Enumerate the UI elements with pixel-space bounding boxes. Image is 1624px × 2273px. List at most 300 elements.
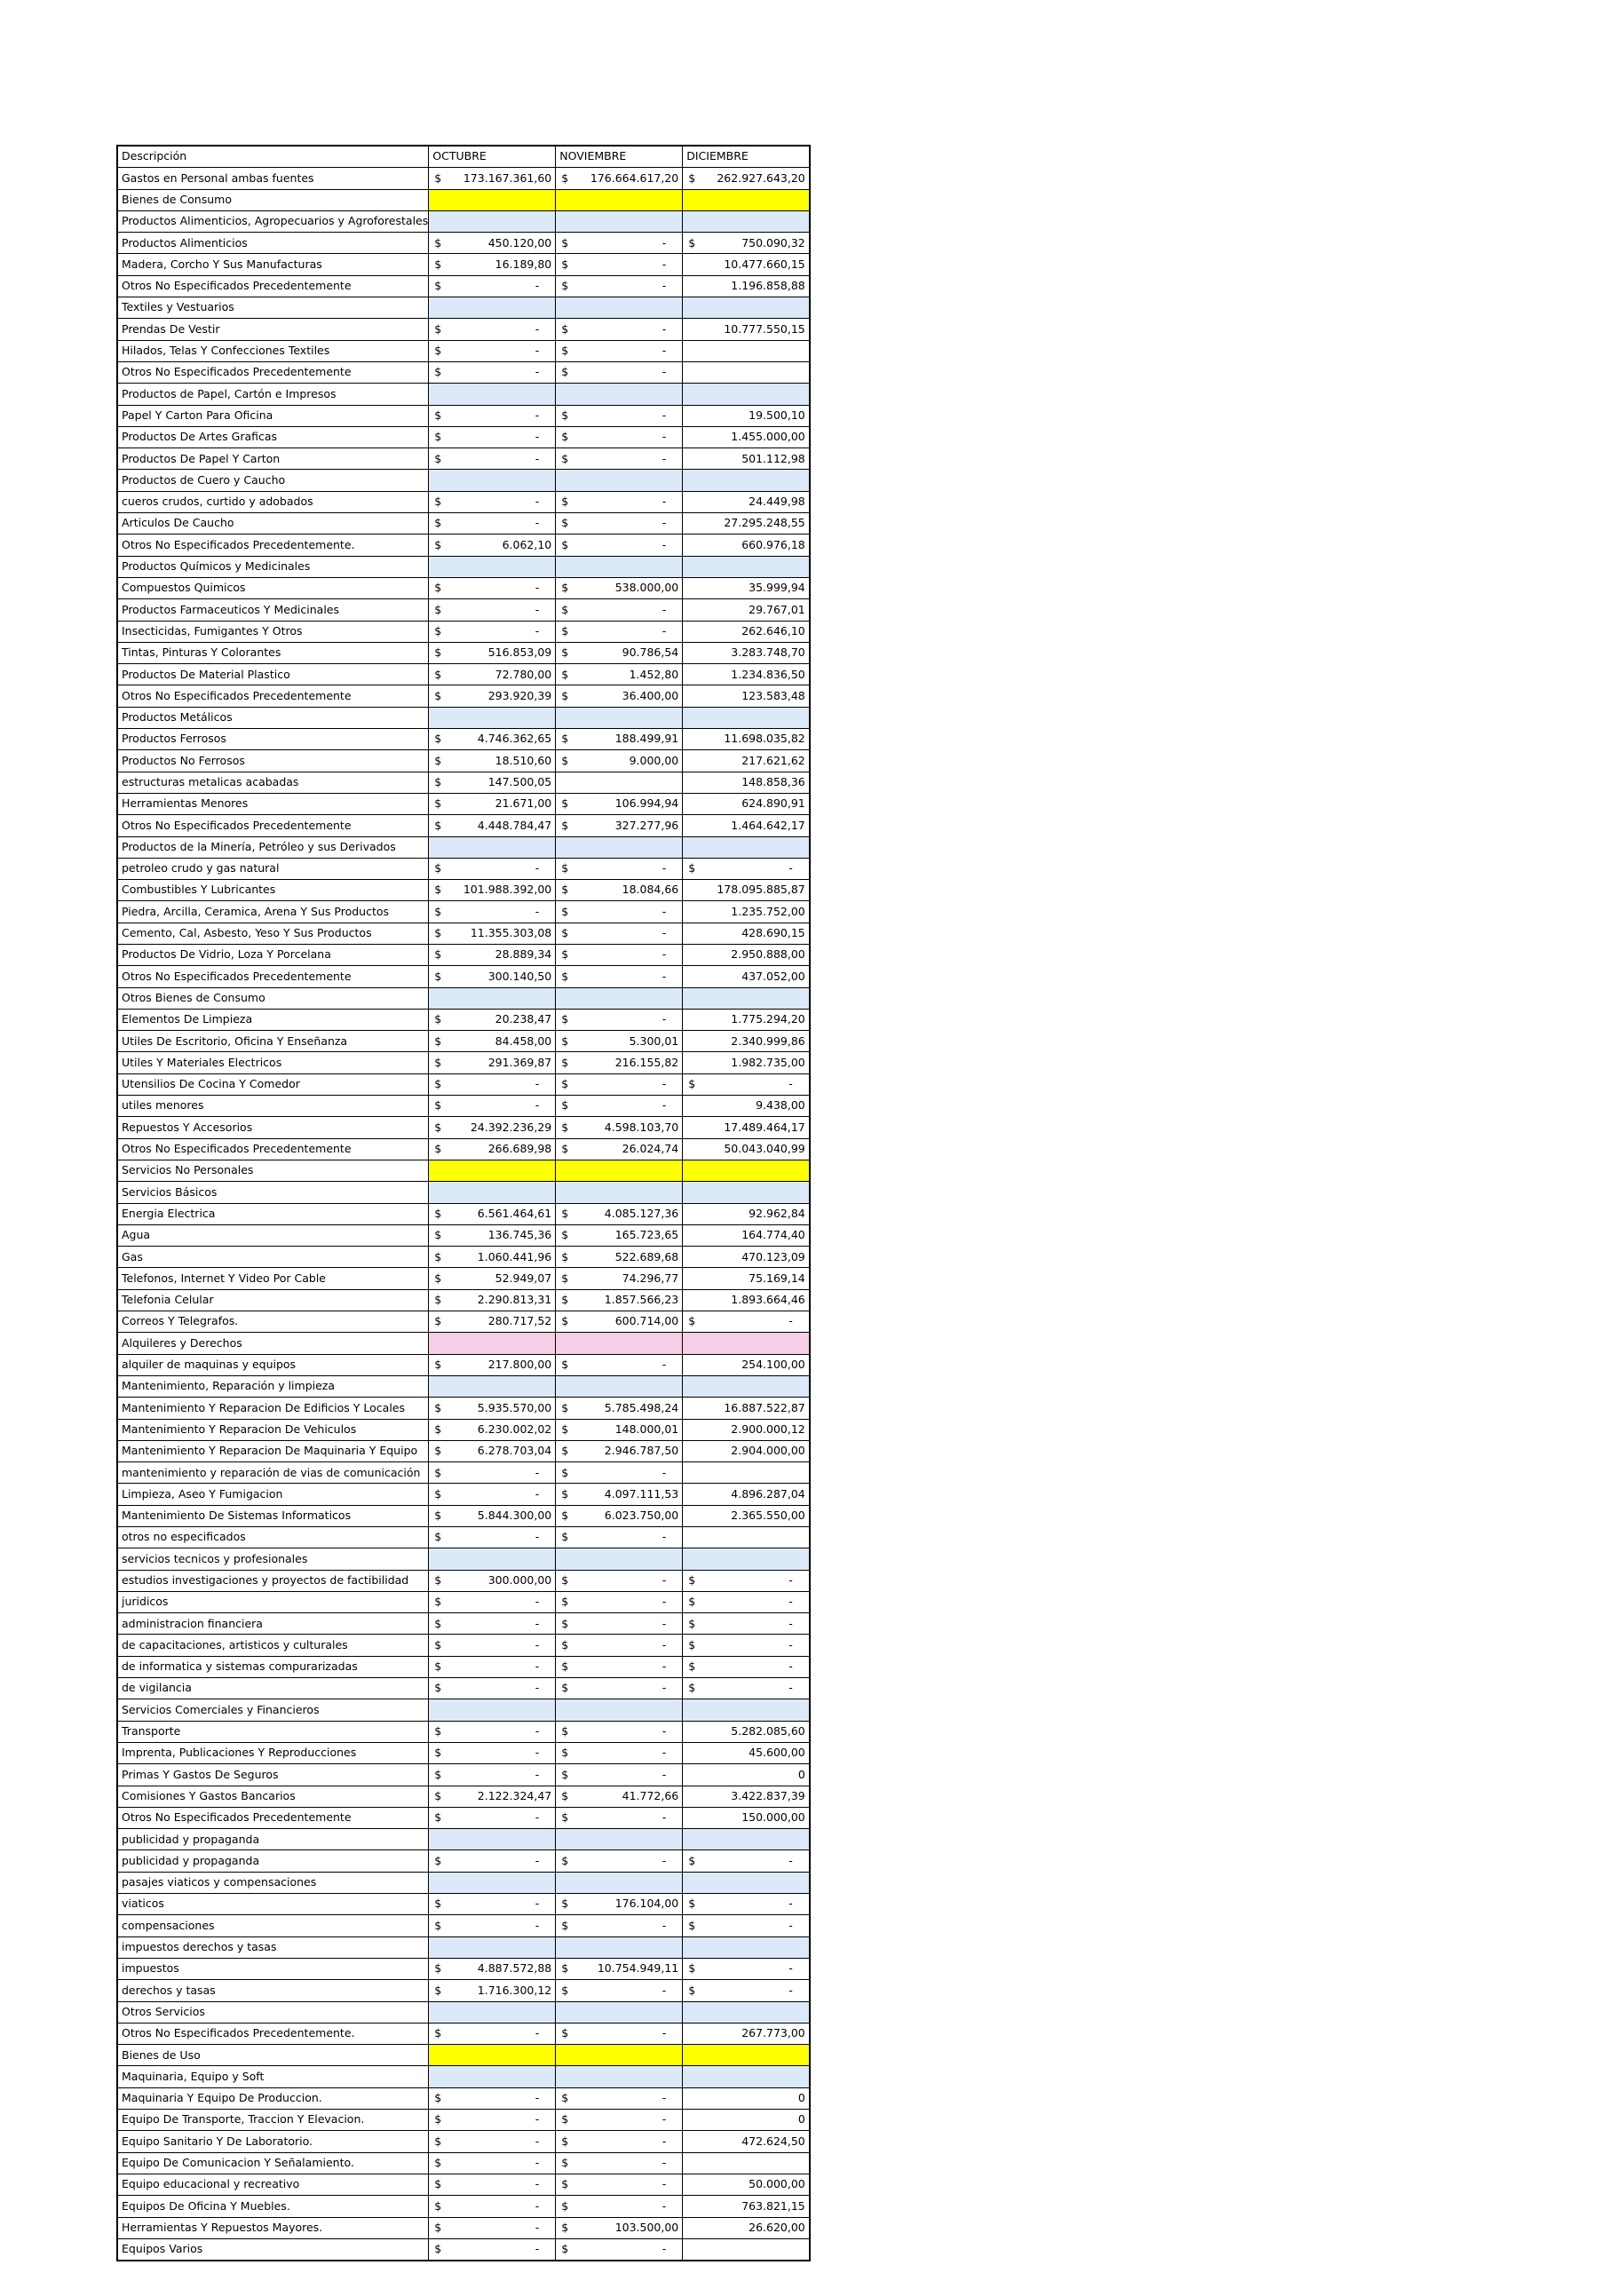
cell-october [429, 2174, 556, 2195]
cell-december [683, 599, 810, 621]
cell-october [429, 1980, 556, 2001]
table-body [117, 146, 810, 2261]
cell-december [683, 1591, 810, 1612]
cell-october [429, 1570, 556, 1591]
amount-value: - [661, 408, 667, 422]
amount-value: - [661, 1681, 667, 1695]
cell-october [429, 1764, 556, 1786]
amount-value: 4.896.287,04 [731, 1486, 805, 1501]
amount-value: 0 [797, 2112, 805, 2126]
cell-december [683, 361, 810, 383]
cell-november [556, 815, 683, 836]
currency-symbol: $ [561, 1897, 569, 1911]
amount-value: - [535, 408, 540, 422]
amount-value: 428.690,15 [741, 926, 805, 940]
cell-october [429, 1484, 556, 1505]
table-row [117, 1786, 810, 1807]
amount-value: 176.104,00 [614, 1897, 679, 1911]
cell-october [429, 1505, 556, 1526]
currency-symbol: $ [561, 861, 569, 875]
cell-october [429, 448, 556, 470]
section-label: Servicios Comerciales y Financieros [117, 1699, 429, 1721]
cell-october [429, 1440, 556, 1461]
currency-symbol: $ [561, 495, 569, 509]
cell-november [556, 880, 683, 901]
row-description: Otros No Especificados Precedentemente [117, 361, 429, 383]
currency-symbol: $ [434, 775, 442, 788]
currency-symbol: $ [561, 883, 569, 897]
cell-november [556, 210, 683, 232]
currency-symbol: $ [561, 537, 569, 551]
cell-december [683, 707, 810, 728]
table-row [117, 1721, 810, 1742]
cell-november [556, 1829, 683, 1850]
table-row [117, 275, 810, 297]
currency-symbol: $ [561, 2177, 569, 2191]
cell-october [429, 1268, 556, 1289]
amount-value: - [535, 1724, 540, 1738]
row-description: Productos Farmaceuticos Y Medicinales [117, 599, 429, 621]
header-description: Descripción [117, 146, 429, 168]
section-row [117, 1829, 810, 1850]
amount-value: - [535, 1637, 540, 1651]
row-description: Utensilios De Cocina Y Comedor [117, 1073, 429, 1095]
cell-november [556, 1096, 683, 1117]
cell-november [556, 2196, 683, 2217]
amount-value: 1.452,80 [629, 667, 679, 681]
table-row [117, 1073, 810, 1095]
row-description: Otros No Especificados Precedentemente [117, 1807, 429, 1828]
cell-december [683, 1635, 810, 1656]
row-description: Comisiones Y Gastos Bancarios [117, 1786, 429, 1807]
cell-october [429, 491, 556, 512]
cell-december [683, 168, 810, 189]
row-description: Herramientas Menores [117, 793, 429, 814]
amount-value: 6.023.750,00 [604, 1509, 679, 1523]
currency-symbol: $ [561, 969, 569, 983]
amount-value: - [788, 1983, 793, 1997]
cell-november [556, 1527, 683, 1548]
row-description: Mantenimiento De Sistemas Informaticos [117, 1505, 429, 1526]
currency-symbol: $ [561, 1034, 569, 1048]
cell-december [683, 1182, 810, 1203]
amount-value: - [661, 1767, 667, 1781]
section-label: Productos de Cuero y Caucho [117, 470, 429, 491]
row-description: Repuestos Y Accesorios [117, 1117, 429, 1138]
section-label: Alquileres y Derechos [117, 1333, 429, 1354]
cell-october [429, 319, 556, 340]
section-row [117, 556, 810, 577]
currency-symbol: $ [561, 170, 569, 185]
amount-value: 262.927.643,20 [717, 170, 805, 185]
amount-value: 50.000,00 [749, 2177, 805, 2191]
currency-symbol: $ [688, 1314, 696, 1328]
currency-symbol: $ [561, 1228, 569, 1242]
amount-value: 4.448.784,47 [477, 818, 552, 832]
cell-october [429, 1548, 556, 1570]
table-row [117, 772, 810, 793]
section-row [117, 210, 810, 232]
section-row [117, 836, 810, 858]
cell-december [683, 1289, 810, 1311]
cell-october [429, 2087, 556, 2109]
cell-october [429, 1138, 556, 1160]
cell-november [556, 491, 683, 512]
cell-october [429, 1462, 556, 1484]
amount-value: - [535, 2242, 540, 2256]
cell-november [556, 750, 683, 772]
currency-symbol: $ [434, 969, 442, 983]
amount-value: - [661, 2134, 667, 2148]
header-row [117, 146, 810, 168]
amount-value: 300.000,00 [487, 1572, 552, 1587]
amount-value: - [661, 969, 667, 983]
table-row [117, 340, 810, 361]
currency-symbol: $ [561, 2156, 569, 2169]
amount-value: - [535, 1897, 540, 1911]
amount-value: - [661, 1724, 667, 1738]
section-label: Otros Bienes de Consumo [117, 987, 429, 1009]
row-description: Telefonia Celular [117, 1289, 429, 1311]
section-row [117, 297, 810, 319]
currency-symbol: $ [434, 279, 442, 293]
currency-symbol: $ [434, 2112, 442, 2126]
amount-value: 1.893.664,46 [731, 1293, 805, 1307]
cell-october [429, 1224, 556, 1246]
amount-value: 148.000,01 [614, 1422, 679, 1436]
currency-symbol: $ [561, 1293, 569, 1307]
cell-december [683, 815, 810, 836]
cell-december [683, 513, 810, 535]
currency-symbol: $ [561, 2198, 569, 2213]
row-description: derechos y tasas [117, 1980, 429, 2001]
cell-november [556, 1484, 683, 1505]
amount-value: 3.422.837,39 [731, 1788, 805, 1802]
table-row [117, 729, 810, 750]
amount-value: - [535, 1853, 540, 1867]
amount-value: 103.500,00 [614, 2220, 679, 2234]
cell-december [683, 1936, 810, 1958]
currency-symbol: $ [434, 1616, 442, 1630]
currency-symbol: $ [688, 1918, 696, 1932]
amount-value: - [535, 1486, 540, 1501]
row-description: Mantenimiento Y Reparacion De Maquinaria Y Equipo [117, 1440, 429, 1461]
table-row [117, 1591, 810, 1612]
currency-symbol: $ [434, 1767, 442, 1781]
row-description: mantenimiento y reparación de vias de comunicación [117, 1462, 429, 1484]
amount-value: 262.646,10 [741, 623, 805, 638]
cell-november [556, 1635, 683, 1656]
section-label: Productos Metálicos [117, 707, 429, 728]
currency-symbol: $ [561, 1659, 569, 1674]
currency-symbol: $ [434, 1228, 442, 1242]
currency-symbol: $ [561, 688, 569, 702]
row-description: Limpieza, Aseo Y Fumigacion [117, 1484, 429, 1505]
table-row [117, 1678, 810, 1699]
row-description: Otros No Especificados Precedentemente [117, 966, 429, 987]
table-row [117, 2152, 810, 2174]
row-description: Equipos Varios [117, 2238, 429, 2261]
cell-november [556, 275, 683, 297]
cell-november [556, 1203, 683, 1224]
cell-october [429, 664, 556, 685]
currency-symbol: $ [561, 344, 569, 358]
cell-december [683, 535, 810, 556]
amount-value: 5.844.300,00 [477, 1509, 552, 1523]
row-description: Equipo Sanitario Y De Laboratorio. [117, 2131, 429, 2152]
amount-value: - [535, 344, 540, 358]
cell-december [683, 2217, 810, 2238]
cell-december [683, 233, 810, 254]
row-description: Equipo De Comunicacion Y Señalamiento. [117, 2152, 429, 2174]
table-row [117, 1505, 810, 1526]
cell-october [429, 2045, 556, 2066]
row-description: Otros No Especificados Precedentemente [117, 275, 429, 297]
cell-october [429, 1915, 556, 1936]
row-description: Telefonos, Internet Y Video Por Cable [117, 1268, 429, 1289]
currency-symbol: $ [561, 1271, 569, 1285]
amount-value: 45.600,00 [749, 1746, 805, 1760]
cell-december [683, 836, 810, 858]
table-row [117, 1807, 810, 1828]
amount-value: - [661, 1746, 667, 1760]
cell-december [683, 1073, 810, 1095]
cell-december [683, 470, 810, 491]
section-row [117, 1548, 810, 1570]
currency-symbol: $ [561, 279, 569, 293]
amount-value: 1.235.752,00 [731, 904, 805, 918]
currency-symbol: $ [561, 408, 569, 422]
cell-october [429, 1591, 556, 1612]
row-description: juridicos [117, 1591, 429, 1612]
section-label: Mantenimiento, Reparación y limpieza [117, 1375, 429, 1397]
cell-december [683, 1872, 810, 1893]
currency-symbol: $ [434, 861, 442, 875]
cell-october [429, 599, 556, 621]
amount-value: - [661, 602, 667, 616]
currency-symbol: $ [561, 1616, 569, 1630]
currency-symbol: $ [434, 1314, 442, 1328]
currency-symbol: $ [434, 796, 442, 811]
amount-value: 2.946.787,50 [604, 1444, 679, 1458]
table-row [117, 513, 810, 535]
currency-symbol: $ [561, 1314, 569, 1328]
cell-december [683, 901, 810, 923]
cell-november [556, 1375, 683, 1397]
cell-october [429, 1936, 556, 1958]
currency-symbol: $ [561, 1983, 569, 1997]
row-description: Insecticidas, Fumigantes Y Otros [117, 621, 429, 642]
amount-value: - [535, 2198, 540, 2213]
amount-value: 2.340.999,86 [731, 1034, 805, 1048]
cell-december [683, 1548, 810, 1570]
amount-value: 52.949,07 [495, 1271, 552, 1285]
currency-symbol: $ [434, 1595, 442, 1609]
cell-october [429, 1052, 556, 1073]
amount-value: 188.499,91 [614, 732, 679, 746]
cell-december [683, 1980, 810, 2001]
currency-symbol: $ [561, 818, 569, 832]
cell-november [556, 2087, 683, 2109]
cell-december [683, 1031, 810, 1052]
amount-value: - [661, 2177, 667, 2191]
table-row [117, 1268, 810, 1289]
section-label: pasajes viaticos y compensaciones [117, 1872, 429, 1893]
amount-value: 18.084,66 [622, 883, 679, 897]
amount-value: 11.698.035,82 [724, 732, 805, 746]
cell-november [556, 1678, 683, 1699]
currency-symbol: $ [434, 581, 442, 595]
cell-november [556, 1894, 683, 1915]
cell-october [429, 642, 556, 663]
section-label: Productos de la Minería, Petróleo y sus Derivados [117, 836, 429, 858]
amount-value: 472.624,50 [741, 2134, 805, 2148]
cell-december [683, 1268, 810, 1289]
currency-symbol: $ [434, 1293, 442, 1307]
amount-value: - [661, 1098, 667, 1113]
amount-value: 6.278.703,04 [477, 1444, 552, 1458]
currency-symbol: $ [434, 1746, 442, 1760]
cell-november [556, 1850, 683, 1872]
row-description: estudios investigaciones y proyectos de factibilidad [117, 1570, 429, 1591]
row-description: Elementos De Limpieza [117, 1009, 429, 1030]
amount-value: - [661, 321, 667, 336]
amount-value: - [535, 2112, 540, 2126]
currency-symbol: $ [688, 1659, 696, 1674]
cell-october [429, 858, 556, 879]
cell-december [683, 210, 810, 232]
cell-october [429, 1398, 556, 1419]
cell-december [683, 1247, 810, 1268]
amount-value: 2.904.000,00 [731, 1444, 805, 1458]
section-label: Textiles y Vestuarios [117, 297, 429, 319]
cell-november [556, 1613, 683, 1635]
cell-november [556, 1160, 683, 1181]
amount-value: - [661, 2112, 667, 2126]
amount-value: 178.095.885,87 [717, 883, 805, 897]
currency-symbol: $ [434, 451, 442, 465]
table-row [117, 2196, 810, 2217]
amount-value: - [788, 1077, 793, 1091]
amount-value: 4.598.103,70 [604, 1120, 679, 1134]
amount-value: 2.900.000,12 [731, 1422, 805, 1436]
amount-value: - [661, 2198, 667, 2213]
amount-value: 147.500,05 [487, 775, 552, 788]
amount-value: 18.510,60 [495, 753, 552, 767]
amount-value: 20.238,47 [495, 1012, 552, 1026]
cell-november [556, 1247, 683, 1268]
cell-november [556, 1786, 683, 1807]
cell-october [429, 513, 556, 535]
currency-symbol: $ [434, 495, 442, 509]
amount-value: 19.500,10 [749, 408, 805, 422]
currency-symbol: $ [434, 170, 442, 185]
cell-october [429, 405, 556, 426]
amount-value: 72.780,00 [495, 667, 552, 681]
amount-value: - [661, 516, 667, 530]
amount-value: 26.024,74 [622, 1142, 679, 1156]
cell-november [556, 1073, 683, 1095]
currency-symbol: $ [561, 2242, 569, 2256]
currency-symbol: $ [561, 1486, 569, 1501]
currency-symbol: $ [561, 1767, 569, 1781]
row-description: Papel Y Carton Para Oficina [117, 405, 429, 426]
amount-value: 217.800,00 [487, 1358, 552, 1372]
section-label: Bienes de Uso [117, 2045, 429, 2066]
cell-october [429, 1872, 556, 1893]
currency-symbol: $ [434, 753, 442, 767]
cell-december [683, 1462, 810, 1484]
amount-value: - [535, 904, 540, 918]
amount-value: 5.935.570,00 [477, 1400, 552, 1414]
row-description: Energia Electrica [117, 1203, 429, 1224]
amount-value: 4.887.572,88 [477, 1961, 552, 1976]
currency-symbol: $ [434, 1918, 442, 1932]
cell-november [556, 987, 683, 1009]
cell-november [556, 1117, 683, 1138]
table-row [117, 405, 810, 426]
cell-december [683, 1117, 810, 1138]
cell-november [556, 685, 683, 707]
cell-december [683, 1138, 810, 1160]
amount-value: 101.988.392,00 [463, 883, 552, 897]
amount-value: - [661, 1810, 667, 1825]
section-label: Servicios No Personales [117, 1160, 429, 1181]
amount-value: 522.689,68 [614, 1249, 679, 1263]
amount-value: - [788, 1314, 793, 1328]
amount-value: 10.777.550,15 [724, 321, 805, 336]
amount-value: - [535, 602, 540, 616]
amount-value: - [788, 1572, 793, 1587]
amount-value: - [535, 1810, 540, 1825]
row-description: Imprenta, Publicaciones Y Reproducciones [117, 1742, 429, 1763]
table-row [117, 1613, 810, 1635]
cell-november [556, 1742, 683, 1763]
cell-october [429, 1311, 556, 1333]
currency-symbol: $ [434, 1400, 442, 1414]
row-description: Madera, Corcho Y Sus Manufacturas [117, 254, 429, 275]
row-description: Articulos De Caucho [117, 513, 429, 535]
table-row [117, 2217, 810, 2238]
cell-november [556, 621, 683, 642]
cell-november [556, 793, 683, 814]
amount-value: - [788, 1853, 793, 1867]
row-description: alquiler de maquinas y equipos [117, 1354, 429, 1375]
cell-october [429, 1678, 556, 1699]
currency-symbol: $ [561, 1572, 569, 1587]
cell-december [683, 685, 810, 707]
header-november: NOVIEMBRE [556, 146, 683, 168]
cell-october [429, 361, 556, 383]
currency-symbol: $ [688, 1853, 696, 1867]
amount-value: 0 [797, 1767, 805, 1781]
cell-october [429, 1073, 556, 1095]
amount-value: 1.060.441,96 [477, 1249, 552, 1263]
cell-october [429, 210, 556, 232]
amount-value: - [661, 1637, 667, 1651]
currency-symbol: $ [561, 1358, 569, 1372]
cell-december [683, 319, 810, 340]
amount-value: 50.043.040,99 [724, 1142, 805, 1156]
cell-october [429, 535, 556, 556]
amount-value: 84.458,00 [495, 1034, 552, 1048]
amount-value: 437.052,00 [741, 969, 805, 983]
cell-november [556, 1009, 683, 1030]
amount-value: 254.100,00 [741, 1358, 805, 1372]
cell-october [429, 1160, 556, 1181]
cell-december [683, 2174, 810, 2195]
currency-symbol: $ [434, 1358, 442, 1372]
